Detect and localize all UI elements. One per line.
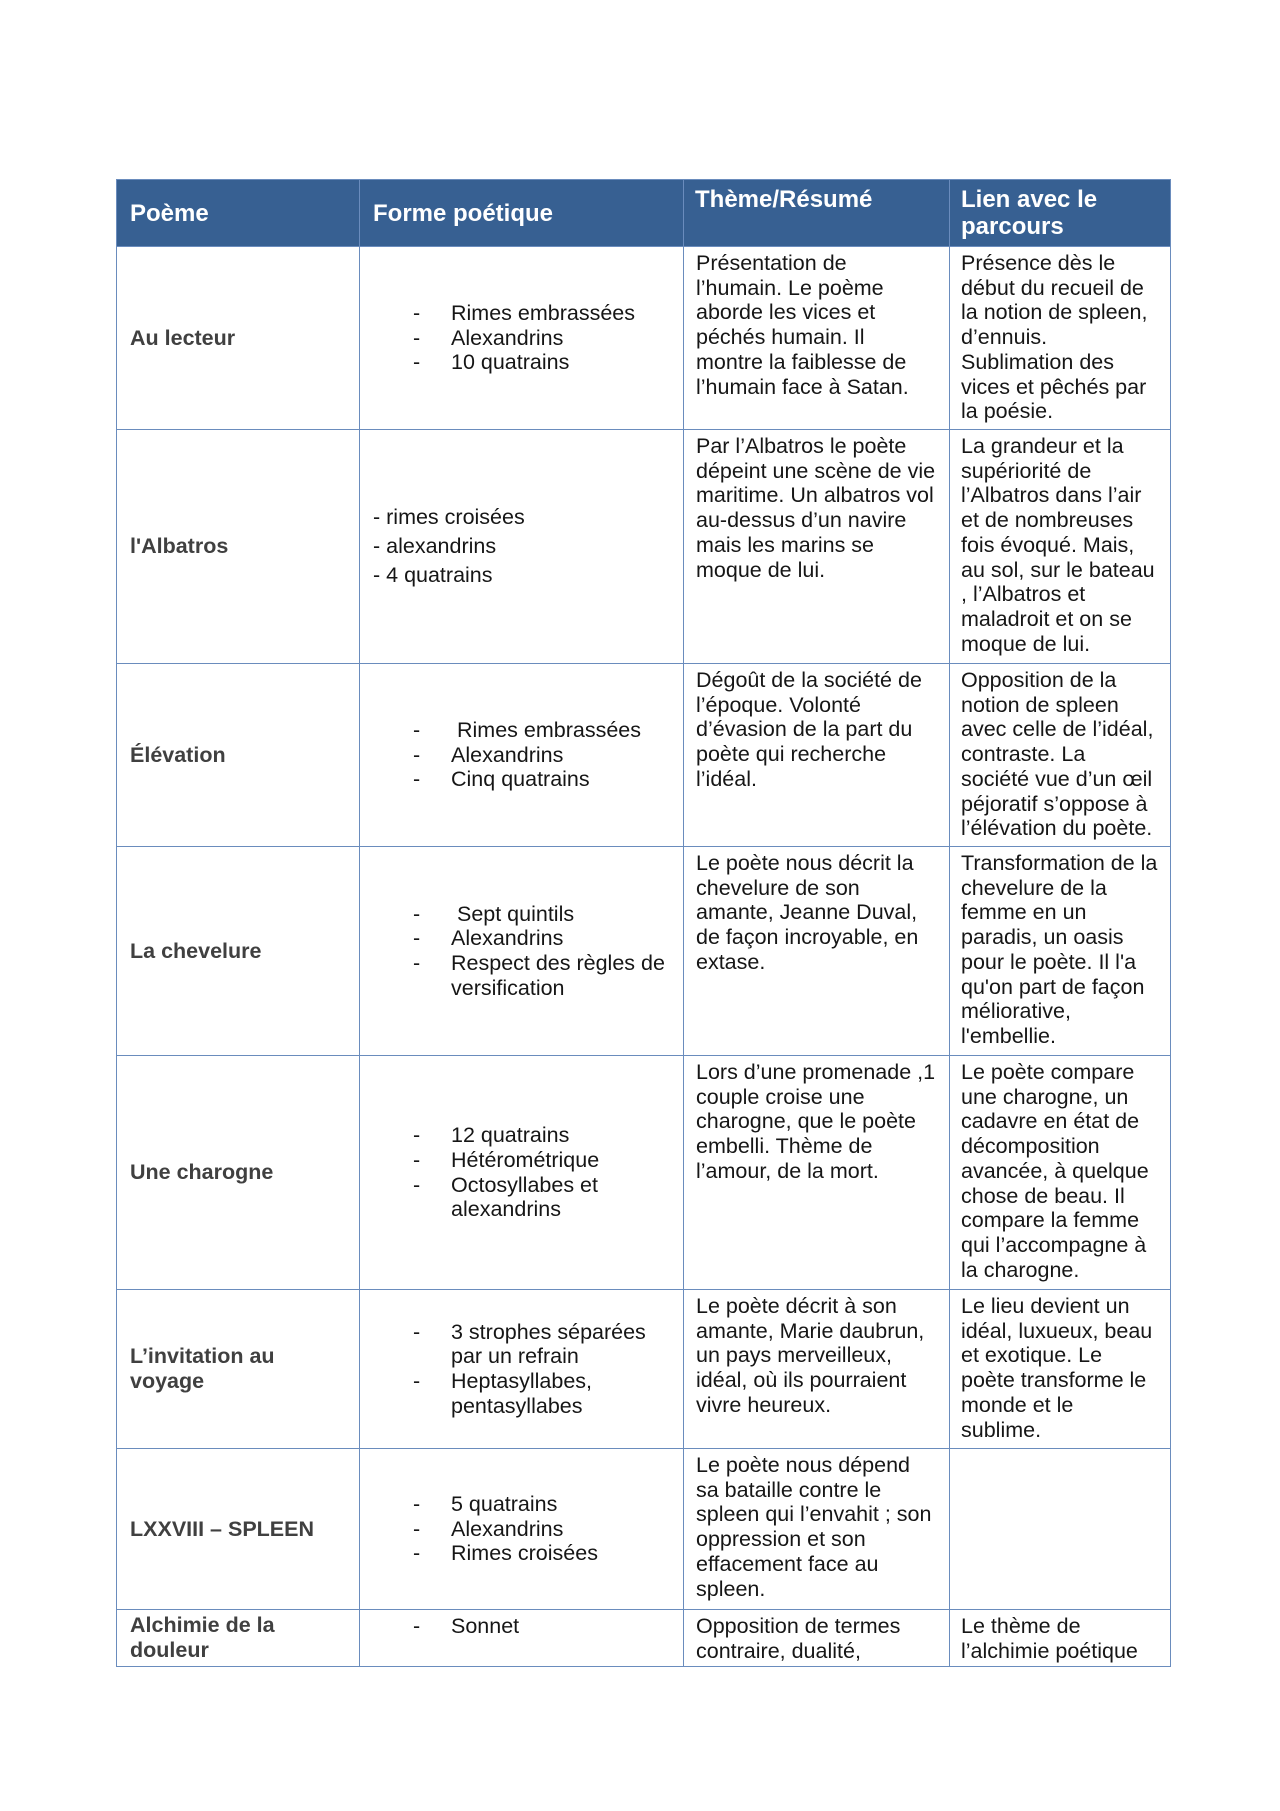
lien-cell: [950, 1449, 1171, 1610]
dash-bullet: -: [413, 767, 421, 792]
forme-cell: [360, 1610, 684, 1667]
list-item-text: - rimes croisées: [373, 505, 525, 529]
list-item: [360, 743, 677, 768]
forme-cell: [360, 664, 684, 847]
list-item: [360, 350, 677, 375]
forme-list: [360, 902, 677, 1001]
list-item-text: Alexandrins: [451, 742, 564, 767]
forme-list: [360, 503, 677, 590]
list-item-text: Cinq quatrains: [451, 767, 590, 792]
dash-bullet: -: [413, 1172, 421, 1197]
theme-cell: Opposition de termes contraire, dualité,: [684, 1610, 950, 1667]
lien-cell: Transformation de la chevelure de la femme en un paradis, un oasis pour le poète. Il l'a qu'on part de façon méliorative, l'embellie.: [950, 847, 1171, 1056]
theme-cell: Lors d’une promenade ,1 couple croise une charogne, que le poète embelli. Thème de l’amour, de la mort.: [684, 1056, 950, 1290]
poems-table: [116, 179, 1171, 1667]
header-forme: Forme poétique: [360, 180, 684, 247]
forme-list: [360, 1320, 677, 1419]
list-item: [360, 951, 677, 1000]
dash-bullet: -: [413, 1147, 421, 1172]
list-item: [360, 503, 677, 532]
list-item-text: 3 strophes séparées par un refrain: [451, 1319, 646, 1369]
poem-title-cell: La chevelure: [117, 847, 360, 1056]
lien-cell: Le poète compare une charogne, un cadavre en état de décomposition avancée, à quelque chose de beau. Il compare la femme qui l’accompagne à la charogne.: [950, 1056, 1171, 1290]
list-item: [360, 1148, 677, 1173]
dash-bullet: -: [413, 926, 421, 951]
list-item: [360, 1614, 677, 1639]
poem-title-cell: Élévation: [117, 664, 360, 847]
table-row: [117, 664, 1171, 847]
dash-bullet: -: [413, 1369, 421, 1393]
theme-cell: Présentation de l’humain. Le poème aborde les vices et péchés humain. Il montre la faiblesse de l’humain face à Satan.: [684, 247, 950, 430]
table-header: [117, 180, 1171, 247]
dash-bullet: -: [413, 1614, 421, 1638]
list-item: [360, 1123, 677, 1148]
dash-bullet: -: [413, 1123, 421, 1148]
theme-cell: Le poète nous décrit la chevelure de son amante, Jeanne Duval, de façon incroyable, en extase.: [684, 847, 950, 1056]
list-item-text: Alexandrins: [451, 325, 564, 350]
list-item-text: Heptasyllabes, pentasyllabes: [451, 1369, 593, 1418]
header-theme: Thème/Résumé: [684, 180, 950, 247]
list-item: [360, 926, 677, 951]
forme-cell: [360, 847, 684, 1056]
forme-list: [360, 1492, 677, 1566]
list-item: [360, 326, 677, 351]
dash-bullet: -: [413, 742, 421, 767]
list-item: [360, 1369, 677, 1418]
table-row: [117, 1056, 1171, 1290]
list-item: [360, 1517, 677, 1542]
list-item-text: 10 quatrains: [451, 350, 570, 375]
list-item-text: Rimes croisées: [451, 1541, 598, 1566]
table-row: [117, 430, 1171, 664]
list-item: [360, 1173, 677, 1222]
list-item: [360, 1541, 677, 1566]
dash-bullet: -: [413, 1319, 421, 1344]
table-row: [117, 1449, 1171, 1610]
forme-cell: [360, 430, 684, 664]
forme-cell: [360, 1290, 684, 1449]
list-item-text: - alexandrins: [373, 534, 497, 558]
header-row: [117, 180, 1171, 247]
list-item: [360, 1492, 677, 1517]
poem-title-cell: Une charogne: [117, 1056, 360, 1290]
list-item-text: Octosyllabes et alexandrins: [451, 1172, 598, 1222]
list-item-text: Rimes embrassées: [451, 717, 641, 742]
dash-bullet: -: [413, 901, 421, 926]
table-row: [117, 1610, 1171, 1667]
list-item: [360, 718, 677, 743]
table-row: [117, 1290, 1171, 1449]
header-poem: Poème: [117, 180, 360, 247]
dash-bullet: -: [413, 717, 421, 742]
poem-title-cell: Au lecteur: [117, 247, 360, 430]
theme-cell: Le poète décrit à son amante, Marie daubrun, un pays merveilleux, idéal, où ils pourraient vivre heureux.: [684, 1290, 950, 1449]
forme-list: [360, 718, 677, 792]
dash-bullet: -: [413, 350, 421, 375]
dash-bullet: -: [413, 325, 421, 350]
forme-list: [360, 1614, 677, 1639]
forme-cell: [360, 1056, 684, 1290]
poem-title-cell: LXXVIII – SPLEEN: [117, 1449, 360, 1610]
list-item: [360, 767, 677, 792]
dash-bullet: -: [413, 300, 421, 325]
list-item: [360, 1320, 677, 1369]
list-item-text: 12 quatrains: [451, 1123, 570, 1148]
forme-cell: [360, 1449, 684, 1610]
forme-list: [360, 301, 677, 375]
theme-cell: Le poète nous dépend sa bataille contre le spleen qui l’envahit ; son oppression et son effacement face au spleen.: [684, 1449, 950, 1610]
forme-list: [360, 1123, 677, 1222]
theme-cell: Par l’Albatros le poète dépeint une scène de vie maritime. Un albatros vol au-dessus d’un navire mais les marins se moque de lui.: [684, 430, 950, 664]
poem-title-cell: L’invitation au voyage: [117, 1290, 360, 1449]
poem-title-cell: l'Albatros: [117, 430, 360, 664]
list-item-text: 5 quatrains: [451, 1491, 558, 1516]
table-row: [117, 247, 1171, 430]
list-item-text: Respect des règles de versification: [451, 951, 665, 1000]
lien-cell: Présence dès le début du recueil de la notion de spleen, d’ennuis. Sublimation des vices et pêchés par la poésie.: [950, 247, 1171, 430]
list-item-text: Sept quintils: [451, 901, 575, 926]
forme-cell: [360, 247, 684, 430]
dash-bullet: -: [413, 951, 421, 975]
list-item-text: Alexandrins: [451, 926, 564, 951]
list-item-text: - 4 quatrains: [373, 563, 493, 587]
list-item: [360, 902, 677, 927]
list-item-text: Alexandrins: [451, 1516, 564, 1541]
lien-cell: Opposition de la notion de spleen avec celle de l’idéal, contraste. La société vue d’un œil péjoratif s’oppose à l’élévation du poète.: [950, 664, 1171, 847]
list-item: [360, 561, 677, 590]
lien-cell: La grandeur et la supériorité de l’Albatros dans l’air et de nombreuses fois évoqué. Mais, au sol, sur le bateau , l’Albatros et maladroit et on se moque de lui.: [950, 430, 1171, 664]
dash-bullet: -: [413, 1541, 421, 1566]
list-item-text: Rimes embrassées: [451, 300, 635, 325]
list-item: [360, 301, 677, 326]
table-row: [117, 847, 1171, 1056]
list-item: [360, 532, 677, 561]
table-body: [117, 247, 1171, 1667]
header-lien: Lien avec le parcours: [950, 180, 1171, 247]
theme-cell: Dégoût de la société de l’époque. Volonté d’évasion de la part du poète qui recherche l’idéal.: [684, 664, 950, 847]
dash-bullet: -: [413, 1516, 421, 1541]
dash-bullet: -: [413, 1491, 421, 1516]
list-item-text: Sonnet: [451, 1614, 520, 1638]
lien-cell: Le lieu devient un idéal, luxueux, beau et exotique. Le poète transforme le monde et le sublime.: [950, 1290, 1171, 1449]
list-item-text: Hétérométrique: [451, 1147, 600, 1172]
poem-title-cell: Alchimie de la douleur: [117, 1610, 360, 1667]
lien-cell: Le thème de l’alchimie poétique: [950, 1610, 1171, 1667]
